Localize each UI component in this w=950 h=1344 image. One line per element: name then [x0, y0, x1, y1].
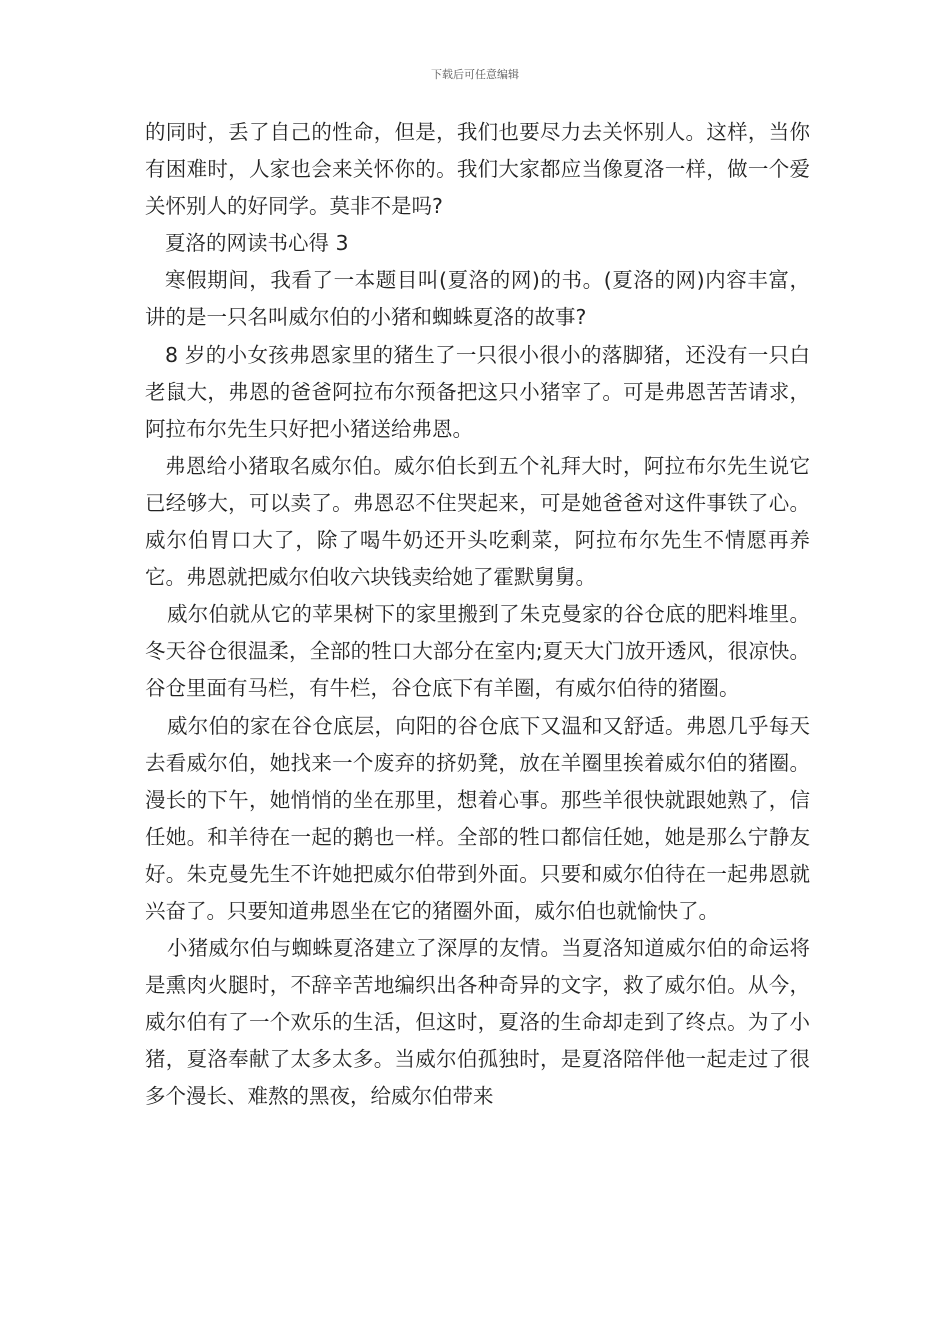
document-body [145, 114, 810, 1116]
paragraph: 弗恩给小猪取名威尔伯。威尔伯长到五个礼拜大时，阿拉布尔先生说它已经够大，可以卖了。弗恩忍不住哭起来，可是她爸爸对这件事铁了心。威尔伯胃口大了，除了喝牛奶还开头吃剩菜，阿拉布尔先生不情愿再养它。弗恩就把威尔伯收六块钱卖给她了霍默舅舅。 [145, 453, 810, 590]
paragraph: 寒假期间，我看了一本题目叫(夏洛的网)的书。(夏洛的网)内容丰富，讲的是一只名叫威尔伯的小猪和蜘蛛夏洛的故事? [145, 268, 810, 330]
paragraph: 威尔伯的家在谷仓底层，向阳的谷仓底下又温和又舒适。弗恩几乎每天去看威尔伯，她找来一个废弃的挤奶凳，放在羊圈里挨着威尔伯的猪圈。漫长的下午，她悄悄的坐在那里，想着心事。那些羊很快就跟她熟了，信任她。和羊待在一起的鹅也一样。全部的牲口都信任她，她是那么宁静友好。朱克曼先生不许她把威尔伯带到外面。只要和威尔伯待在一起弗恩就兴奋了。只要知道弗恩坐在它的猪圈外面，威尔伯也就愉快了。 [145, 713, 810, 923]
page-header: 下载后可任意编辑 [431, 68, 519, 81]
paragraph: 威尔伯就从它的苹果树下的家里搬到了朱克曼家的谷仓底的肥料堆里。冬天谷仓很温柔，全部的牲口大部分在室内;夏天大门放开透风，很凉快。谷仓里面有马栏，有牛栏，谷仓底下有羊圈，有威尔伯待的猪圈。 [145, 602, 810, 701]
section-title: 夏洛的网读书心得 3 [165, 231, 349, 256]
paragraph: 8 岁的小女孩弗恩家里的猪生了一只很小很小的落脚猪，还没有一只白老鼠大，弗恩的爸爸阿拉布尔预备把这只小猪宰了。可是弗恩苦苦请求，阿拉布尔先生只好把小猪送给弗恩。 [145, 342, 810, 441]
paragraph: 小猪威尔伯与蜘蛛夏洛建立了深厚的友情。当夏洛知道威尔伯的命运将是熏肉火腿时，不辞辛苦地编织出各种奇异的文字，救了威尔伯。从今，威尔伯有了一个欢乐的生活，但这时，夏洛的生命却走到了终点。为了小猪，夏洛奉献了太多太多。当威尔伯孤独时，是夏洛陪伴他一起走过了很多个漫长、难熬的黑夜，给威尔伯带来 [145, 936, 810, 1109]
paragraph-closing: 的同时，丢了自己的性命，但是，我们也要尽力去关怀别人。这样，当你有困难时，人家也会来关怀你的。我们大家都应当像夏洛一样，做一个爱关怀别人的好同学。莫非不是吗? [145, 120, 810, 219]
